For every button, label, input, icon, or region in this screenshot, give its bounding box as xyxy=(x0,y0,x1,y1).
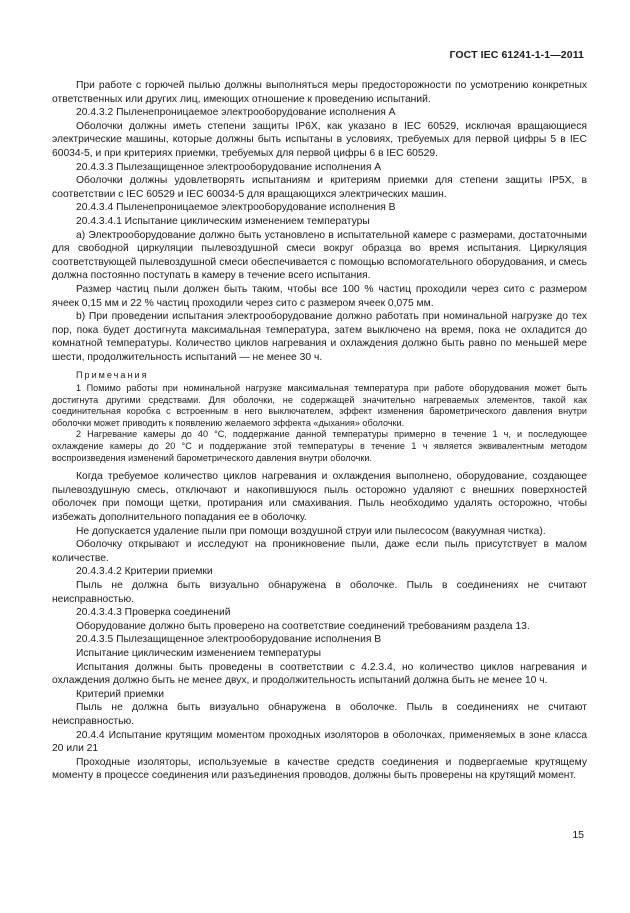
paragraph: Пыль не должна быть визуально обнаружена в оболочке. Пыль в соединениях не считают неисправностью. xyxy=(52,702,587,727)
section-heading: 20.4.3.2 Пыленепроницаемое электрооборудование исполнения А xyxy=(76,107,396,119)
paragraph: Оболочку открывают и исследуют на проникновение пыли, даже если пыль присутствует в малом количестве. xyxy=(52,539,587,564)
section-heading: 20.4.3.4.2 Критерии приемки xyxy=(76,566,213,578)
paragraph: Не допускается удаление пыли при помощи воздушной струи или пылесосом (вакуумная чистка). xyxy=(76,525,546,537)
paragraph: Когда требуемое количество циклов нагревания и охлаждения выполнено, оборудование, создающее пылевоздушную смесь, отключают и накопившуюся пыль осторожно удаляют с внешних поверхностей оболочек при помощи щетки, протирания или смахивания. Пыль необходимо удалять осторожно, чтобы избежать дополнительного попадания ее в оболочку. xyxy=(52,471,587,523)
note-item: 1 Помимо работы при номинальной нагрузке максимальная температура при работе оборудования может быть достигнута другими средствами. Для оболочки, не содержащей значительно нагреваемых элементов, такой как соединительная коробка с встроенным в него выключателем, эффект изменения барометрического давления внутри оболочки может приводить к появлению желаемого эффекта «дыхания» оболочки. xyxy=(52,383,587,428)
paragraph: Испытания должны быть проведены в соответствии с 4.2.3.4, но количество циклов нагревания и охлаждения должно быть не менее двух, и продолжительность испытаний должна быть не менее 10 ч. xyxy=(52,661,587,687)
paragraph: Оболочки должны удовлетворять испытаниям и критериям приемки для степени защиты IP5X, в соответствии с IEC 60529 и IEC 60034-5 для вращающихся электрических машин. xyxy=(52,175,587,200)
section-heading: 20.4.3.4 Пыленепроницаемое электрооборудование исполнения В xyxy=(76,202,396,214)
paragraph: Пыль не должна быть визуально обнаружена в оболочке. Пыль в соединениях не считают неисправностью. xyxy=(52,579,587,605)
paragraph: Оборудование должно быть проверено на соответствие соединений требованиям раздела 13. xyxy=(76,620,530,632)
section-heading: 20.4.4 Испытание крутящим моментом проходных изоляторов в оболочках, применяемых в зоне класса 20 или 21 xyxy=(52,729,587,755)
paragraph: При работе с горючей пылью должны выполняться меры предосторожности по усмотрению конкретных ответственных или других лиц, имеющих отношение к проведению испытаний. xyxy=(52,80,587,105)
paragraph: Проходные изоляторы, используемые в качестве средств соединения и подвергаемые крутящему моменту в процессе соединения или разъединения проводов, должны быть проверены на крутящий момент. xyxy=(52,756,587,782)
section-heading: 20.4.3.5 Пылезащищенное электрооборудование исполнения В xyxy=(76,634,382,646)
page-number: 15 xyxy=(572,829,584,841)
document-body xyxy=(52,79,587,783)
subheading: Испытание циклическим изменением температуры xyxy=(76,647,322,659)
paragraph: a) Электрооборудование должно быть установлено в испытательной камере с размерами, достаточными для свободной циркуляции пылевоздушной смеси вокруг образца во время испытания. Циркуляция соответствующей пылевоздушной смеси обеспечивается с помощью вспомогательного оборудования, и смесь должна постоянно поступать в камеру в течение всего испытания. xyxy=(52,229,587,282)
notes-title: Примечания xyxy=(76,370,149,381)
standard-header: ГОСТ IEC 61241-1-1—2011 xyxy=(449,49,584,61)
section-heading: 20.4.3.4.1 Испытание циклическим изменением температуры xyxy=(76,215,370,227)
section-heading: 20.4.3.3 Пылезащищенное электрооборудование исполнения А xyxy=(76,161,382,173)
notes-block xyxy=(52,370,587,464)
paragraph: Размер частиц пыли должен быть таким, чтобы все 100 % частиц проходили через сито с размером ячеек 0,15 мм и 22 % частиц проходили через сито с размером ячеек 0,075 мм. xyxy=(52,283,587,309)
paragraph: b) При проведении испытания электрооборудование должно работать при номинальной нагрузке до тех пор, пока будет достигнута максимальная температура, затем выключено на время, пока не охладится до комнатной температуры. Количество циклов нагревания и охлаждения должно быть равно по меньшей мере шести, продолжительность испытаний — не менее 30 ч. xyxy=(52,311,587,363)
section-heading: 20.4.3.4.3 Проверка соединений xyxy=(76,607,231,619)
paragraph: Оболочки должны иметь степени защиты IP6X, как указано в IEC 60529, исключая вращающиеся электрические машины, которые должны быть испытаны в условиях, требуемых для первой цифры 5 в IEC 60034-5, и при критериях приемки, требуемых для первой цифры 6 в IEC 60529. xyxy=(52,120,587,159)
subheading: Критерий приемки xyxy=(76,688,165,700)
note-item: 2 Нагревание камеры до 40 °С, поддержание данной температуры примерно в течение 1 ч, и последующее охлаждение камеры до 20 °С и поддержание этой температуры в течение 1 ч является эквивалентным методом воспроизведения изменений барометрического давления внутри оболочки. xyxy=(52,429,587,463)
